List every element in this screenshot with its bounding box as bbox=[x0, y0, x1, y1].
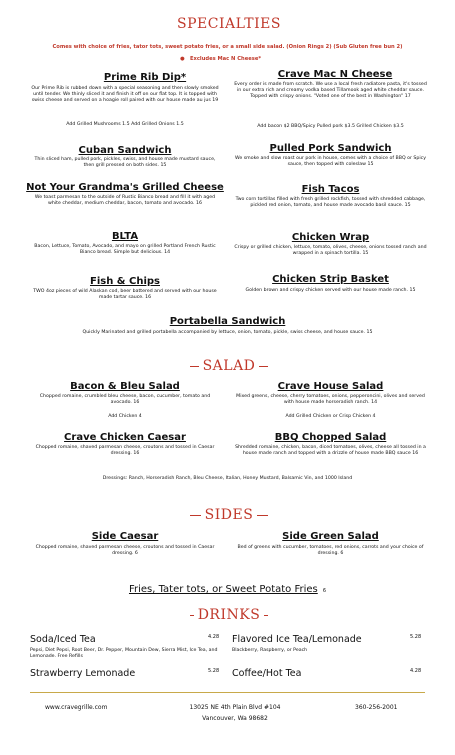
item-name: Cuban Sandwich bbox=[78, 145, 172, 156]
dressings-list: Dressings: Ranch, Horseradish Ranch, Bleu Cheese, Italian, Honey Mustard, Balsamic Vin, and 1000 Island bbox=[102, 476, 353, 481]
item-desc: Crispy or grilled chicken, lettuce, tomato, olives, cheese, onions tossed ranch and wrapped in a spinach tortilla. 15 bbox=[234, 245, 427, 256]
item-desc: Mixed greens, cheese, cherry tomatoes, onions, pepperoncini, olives and served with house made horseradish ranch. 14 bbox=[236, 394, 425, 405]
drink-name: Flavored Ice Tea/Lemonade bbox=[232, 634, 362, 645]
item-name: Crave Mac N Cheese bbox=[277, 69, 393, 80]
item-desc: Shredded romaine, chicken, bacon, diced tomatoes, olives, cheese all tossed in a house made ranch and topped with a drizzle of house made BBQ sauce 16 bbox=[235, 445, 426, 456]
item-name: Pulled Pork Sandwich bbox=[269, 143, 392, 154]
drink-name: Coffee/Hot Tea bbox=[232, 668, 302, 679]
item-desc: Every order is made from scratch. We use a local fresh radiatore pasta, it's tossed in our extra rich and creamy vodka based Tillamook aged white cheddar sauce. Topped with crispy onions. "Voted one of the best in Washington" 17 bbox=[234, 82, 427, 99]
footer-phone[interactable]: 360-256-2001 bbox=[355, 704, 398, 711]
footer-website[interactable]: www.cravegrille.com bbox=[45, 704, 108, 711]
drink-price: 4.28 bbox=[208, 634, 220, 640]
item-name: Portabella Sandwich bbox=[169, 316, 286, 327]
sides-heading: SIDES bbox=[190, 505, 268, 525]
drinks-heading: DRINKS bbox=[190, 605, 268, 625]
item-desc: Bed of greens with cucumber, tomatoes, red onions, carrots and your choice of dressing. 6 bbox=[237, 545, 424, 556]
specialties-note: Comes with choice of fries, tator tots, sweet potato fries, or a small side salad. (Onion Rings 2) (Sub Gluten free bun 2) bbox=[52, 44, 403, 50]
item-name: Fish & Chips bbox=[89, 276, 160, 287]
item-name: BLTA bbox=[111, 231, 139, 242]
item-desc: We smoke and slow roast our pork in house, comes with a choice of BBQ or Spicy sauce, then topped with coleslaw 15 bbox=[234, 156, 427, 167]
item-name: Side Caesar bbox=[91, 531, 159, 542]
item-desc: Two corn tortillas filled with fresh grilled rockfish, tossed with shredded cabbage, pickled red onion, tomato, and house made avocado basil sauce. 15 bbox=[235, 197, 426, 208]
specialties-note-exclusion: ● Excludes Mac N Cheese* bbox=[180, 56, 262, 62]
footer-address-line2: Vancouver, Wa 98682 bbox=[202, 715, 268, 722]
drink-desc: Blackberry, Raspberry, or Peach bbox=[232, 648, 308, 653]
salad-heading: SALAD bbox=[190, 356, 268, 376]
footer-divider bbox=[30, 692, 425, 693]
item-desc: Quickly Marinated and grilled portabella accompanied by lettuce, onion, tomato, pickle, swiss cheese, and house sauce. 15 bbox=[82, 330, 373, 335]
item-name: Crave House Salad bbox=[277, 381, 384, 392]
drink-desc: Pepsi, Diet Pepsi, Root Beer, Dr. Pepper, Mountain Dew, Sierra Mist, Ice Tea, and Lemonade. Free Refills bbox=[30, 648, 218, 659]
item-desc: TWO 4oz pieces of wild Alaskan cod, beer battered and served with our house made tartar sauce. 16 bbox=[33, 289, 217, 300]
drink-name: Strawberry Lemonade bbox=[30, 668, 136, 679]
item-name: Chicken Wrap bbox=[291, 232, 370, 243]
footer-address-line1: 13025 NE 4th Plain Blvd #104 bbox=[189, 704, 281, 711]
drink-price: 5.28 bbox=[410, 634, 422, 640]
item-name: Not Your Grandma's Grilled Cheese bbox=[26, 182, 224, 193]
item-desc: Chopped romaine, crumbled bleu cheese, bacon, cucumber, tomato and avocado. 16 bbox=[39, 394, 211, 405]
fries-line: Fries, Tater tots, or Sweet Potato Fries 6 bbox=[128, 584, 327, 595]
item-desc: Chopped romaine, shaved parmesan cheese, croutons and tossed in Caesar dressing. 6 bbox=[35, 545, 215, 556]
specialties-heading: SPECIALTIES bbox=[190, 14, 268, 34]
item-name: Crave Chicken Caesar bbox=[64, 432, 186, 443]
item-name: Bacon & Bleu Salad bbox=[70, 381, 180, 392]
item-extra: Add Chicken 4 bbox=[108, 414, 142, 419]
item-desc: Our Prime Rib is rubbed down with a special seasoning and then slowly smoked until tender. We thinly sliced it and finish it off on our flat top. It is topped with swiss cheese and served on a hoagie roll paired with our house made au jus 19 bbox=[31, 86, 219, 103]
drink-price: 4.28 bbox=[410, 668, 422, 674]
item-name: BBQ Chopped Salad bbox=[274, 432, 387, 443]
item-desc: Bacon, Lettuce, Tomato, Avocado, and mayo on grilled Portland French Rustic Bianco bread. Simple but delicious. 14 bbox=[34, 244, 216, 255]
item-extra: Add Grilled Mushrooms 1.5 Add Grilled Onions 1.5 bbox=[66, 122, 184, 127]
item-extra: Add Grilled Chicken or Crisp Chicken 4 bbox=[285, 414, 376, 419]
item-desc: Chopped romaine, shaved parmesan cheese, croutons and tossed in Caesar dressing. 16 bbox=[35, 445, 215, 456]
item-name: Chicken Strip Basket bbox=[272, 274, 389, 285]
item-desc: Thin sliced ham, pulled pork, pickles, swiss, and house made mustard sauce, then grill pressed on both sides. 15 bbox=[34, 157, 216, 168]
item-name: Fish Tacos bbox=[301, 184, 360, 195]
item-desc: We toast parmesan to the outside of Rustic Bianco bread and fill it with aged white cheddar, medium cheddar, bacon, tomato and avocado. 16 bbox=[34, 195, 216, 206]
item-name: Side Green Salad bbox=[282, 531, 379, 542]
item-name: Prime Rib Dip* bbox=[103, 72, 187, 83]
drink-price: 5.28 bbox=[208, 668, 220, 674]
drink-name: Soda/Iced Tea bbox=[30, 634, 96, 645]
item-desc: Golden brown and crispy chicken served with our house made ranch. 15 bbox=[245, 288, 416, 293]
item-extra: Add bacon $2 BBQ/Spicy Pulled pork $3.5 Grilled Chicken $3.5 bbox=[257, 124, 404, 129]
